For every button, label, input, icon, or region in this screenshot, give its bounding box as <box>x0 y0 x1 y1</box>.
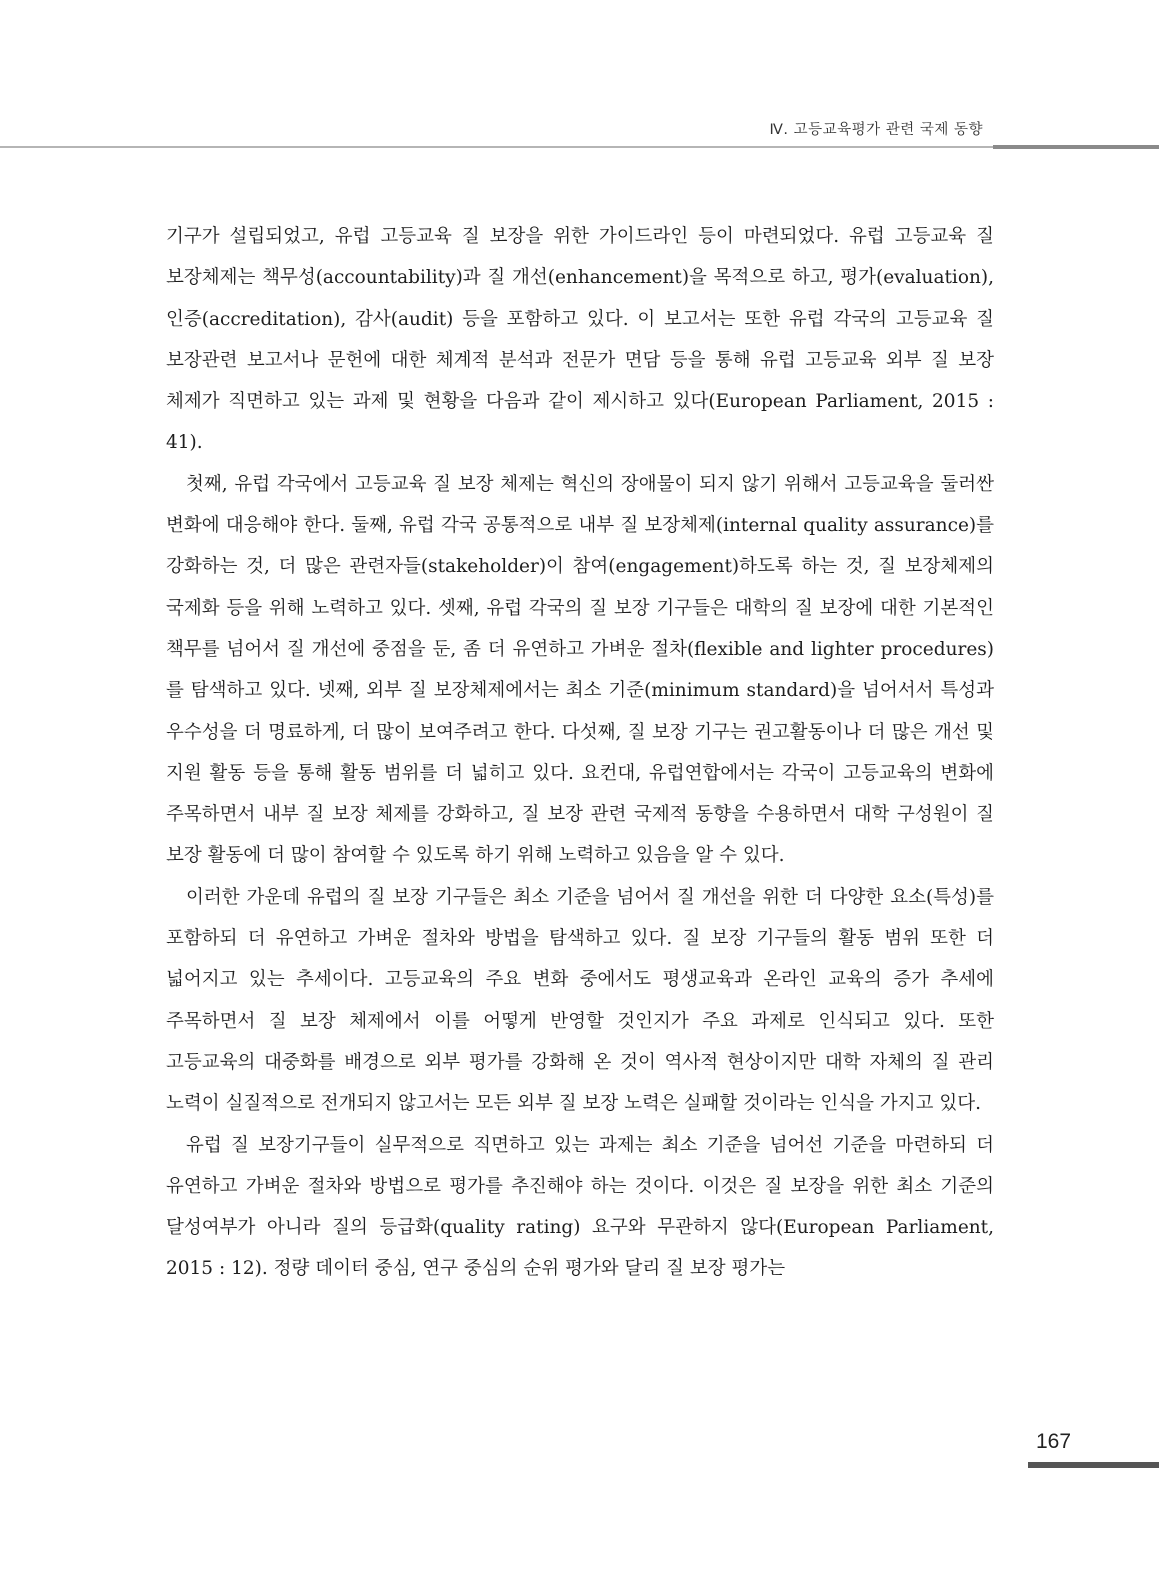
running-header: Ⅳ. 고등교육평가 관련 국제 동향 <box>769 122 983 138</box>
paragraph-4: 유럽 질 보장기구들이 실무적으로 직면하고 있는 과제는 최소 기준을 넘어선 기준을 마련하되 더 유연하고 가벼운 절차와 방법으로 평가를 추진해야 하는 것이다. 이것은 질 보장을 위한 최소 기준의 달성여부가 아니라 질의 등급화(quality rating) 요구와 무관하지 않다(European Parliament, 2015 : 12). 정량 데이터 중심, 연구 중심의 순위 평가와 달리 질 보장 평가는 <box>166 1134 994 1280</box>
paragraph-1: 기구가 설립되었고, 유럽 고등교육 질 보장을 위한 가이드라인 등이 마련되었다. 유럽 고등교육 질 보장체제는 책무성(accountability)과 질 개선(enhancement)을 목적으로 하고, 평가(evaluation), 인증(accreditation), 감사(audit) 등을 포함하고 있다. 이 보고서는 또한 유럽 각국의 고등교육 질 보장관련 보고서나 문헌에 대한 체계적 분석과 전문가 면담 등을 통해 유럽 고등교육 외부 질 보장 체제가 직면하고 있는 과제 및 현황을 다음과 같이 제시하고 있다(European Parliament, 2015 : 41). <box>166 226 994 454</box>
paragraph-3: 이러한 가운데 유럽의 질 보장 기구들은 최소 기준을 넘어서 질 개선을 위한 더 다양한 요소(특성)를 포함하되 더 유연하고 가벼운 절차와 방법을 탐색하고 있다. 질 보장 기구들의 활동 범위 또한 더 넓어지고 있는 추세이다. 고등교육의 주요 변화 중에서도 평생교육과 온라인 교육의 증가 추세에 주목하면서 질 보장 체제에서 이를 어떻게 반영할 것인지가 주요 과제로 인식되고 있다. 또한 고등교육의 대중화를 배경으로 외부 평가를 강화해 온 것이 역사적 현상이지만 대학 자체의 질 관리 노력이 실질적으로 전개되지 않고서는 모든 외부 질 보장 노력은 실패할 것이라는 인식을 가지고 있다. <box>166 886 994 1115</box>
body-text <box>166 216 994 1290</box>
page-number: 167 <box>1036 1430 1072 1453</box>
header-rule <box>0 146 993 148</box>
paragraph-2: 첫째, 유럽 각국에서 고등교육 질 보장 체제는 혁신의 장애물이 되지 않기 위해서 고등교육을 둘러싼 변화에 대응해야 한다. 둘째, 유럽 각국 공통적으로 내부 질 보장체제(internal quality assurance)를 강화하는 것, 더 많은 관련자들(stakeholder)이 참여(engagement)하도록 하는 것, 질 보장체제의 국제화 등을 위해 노력하고 있다. 셋째, 유럽 각국의 질 보장 기구들은 대학의 질 보장에 대한 기본적인 책무를 넘어서 질 개선에 중점을 둔, 좀 더 유연하고 가벼운 절차(flexible and lighter procedures)를 탐색하고 있다. 넷째, 외부 질 보장체제에서는 최소 기준(minimum standard)을 넘어서서 특성과 우수성을 더 명료하게, 더 많이 보여주려고 한다. 다섯째, 질 보장 기구는 권고활동이나 더 많은 개선 및 지원 활동 등을 통해 활동 범위를 더 넓히고 있다. 요컨대, 유럽연합에서는 각국이 고등교육의 변화에 주목하면서 내부 질 보장 체제를 강화하고, 질 보장 관련 국제적 동향을 수용하면서 대학 구성원이 질 보장 활동에 더 많이 참여할 수 있도록 하기 위해 노력하고 있음을 알 수 있다. <box>166 473 994 867</box>
header-rule-accent <box>993 145 1159 149</box>
footer-rule <box>1028 1462 1159 1468</box>
